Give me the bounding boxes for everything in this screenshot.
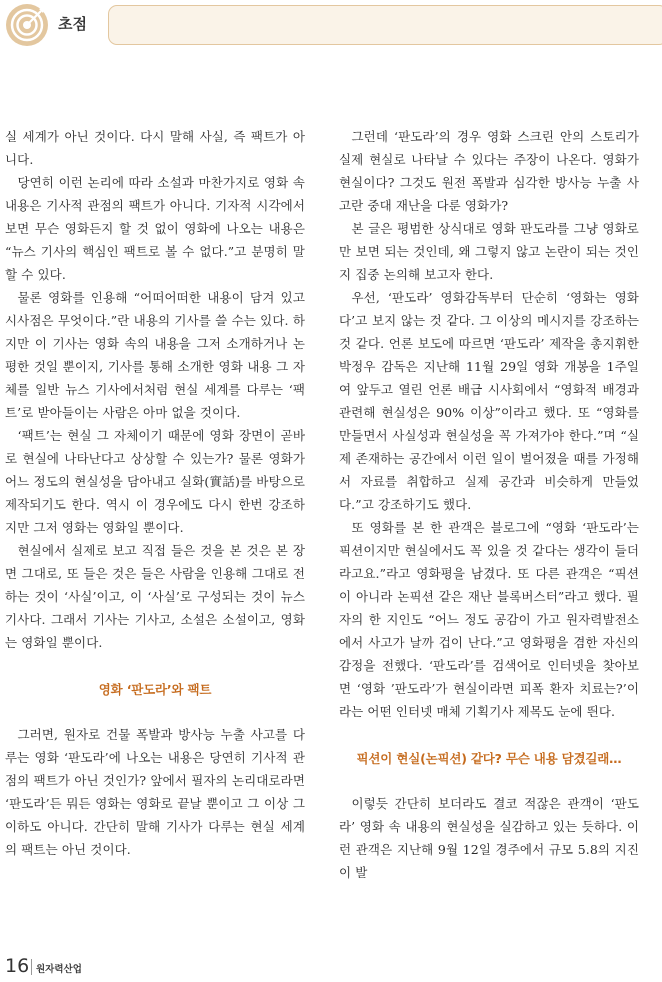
page-number: 16 [5, 955, 30, 977]
footer-divider [31, 959, 32, 975]
magazine-name: 원자력산업 [36, 964, 82, 975]
left-column [5, 125, 305, 861]
body-paragraph: ‘팩트’는 현실 그 자체이기 때문에 영화 장면이 곧바로 현실에 나타난다고 상상할 수 있는가? 물론 영화가 어느 정도의 현실성을 담아내고 실화(實話)를 바탕으로 제작되기도 한다. 역시 이 경우에도 다시 한번 강조하지만 그저 영화는 영화일 뿐이다. [5, 428, 305, 535]
body-paragraph: 현실에서 실제로 보고 직접 들은 것을 본 것은 본 장면 그대로, 또 들은 것은 들은 사람을 인용해 그대로 전하는 것이 ‘사실’이고, 이 ‘사실’로 구성되는 것이 뉴스 기사다. 그래서 기사는 기사고, 소설은 소설이고, 영화는 영화일 뿐이다. [5, 543, 305, 650]
body-paragraph: 그러면, 원자로 건물 폭발과 방사능 누출 사고를 다루는 영화 ‘판도라’에 나오는 내용은 당연히 기사적 관점의 팩트가 아닌 것인가? 앞에서 필자의 논리대로라면 ‘판도라’든 뭐든 영화는 영화로 끝날 뿐이고 그 이상 그 이하도 아니다. 간단히 말해 기사가 다루는 현실 세계의 팩트는 아닌 것이다. [5, 727, 305, 857]
body-paragraph: 우선, ‘판도라’ 영화감독부터 단순히 ‘영화는 영화다’고 보지 않는 것 같다. 그 이상의 메시지를 강조하는 것 같다. 언론 보도에 따르면 ‘판도라’ 제작을 총지휘한 박정우 감독은 지난해 11월 29일 영화 개봉을 1주일여 앞두고 열린 언론 배급 시사회에서 “영화적 배경과 관련해 현실성은 90% 이상”이라고 했다. 또 “영화를 만들면서 사실성과 현실성을 꼭 가져가야 한다.”며 “실제 존재하는 공간에서 이런 일이 벌어졌을 때를 가정해서 자료를 취합하고 실제 공간과 비슷하게 만들었다.”고 강조하기도 했다. [339, 290, 639, 512]
body-paragraph: 또 영화를 본 한 관객은 블로그에 “영화 ‘판도라’는 픽션이지만 현실에서도 꼭 있을 것 같다는 생각이 들더라고요.”라고 영화평을 남겼다. 또 다른 관객은 “픽션이 아니라 논픽션 같은 재난 블록버스터”라고 했다. 필자의 한 지인도 “어느 정도 공감이 가고 원자력발전소에서 사고가 날까 겁이 난다.”고 영화평을 겸한 자신의 감정을 전했다. ‘판도라’를 검색어로 인터넷을 찾아보면 ‘영화 ’판도라’가 현실이라면 피폭 환자 치료는?’이라는 어떤 인터넷 매체 기획기사 제목도 눈에 띈다. [339, 520, 639, 719]
section-subheading: 픽션이 현실(논픽션) 같다? 무슨 내용 담겼길래… [356, 751, 622, 766]
target-icon [6, 4, 48, 46]
header-bar [108, 5, 662, 45]
body-paragraph: 본 글은 평범한 상식대로 영화 판도라를 그냥 영화로만 보면 되는 것인데, 왜 그렇지 않고 논란이 되는 것인지 집중 논의해 보고자 한다. [339, 221, 639, 282]
page-header [0, 0, 662, 60]
body-paragraph: 당연히 이런 논리에 따라 소설과 마찬가지로 영화 속 내용은 기사적 관점의 팩트가 아니다. 기자적 시각에서 보면 무슨 영화든지 할 것 없이 영화에 나오는 내용은 “뉴스 기사의 핵심인 팩트로 볼 수 없다.”고 분명히 말할 수 있다. [5, 175, 305, 282]
right-column [339, 125, 639, 884]
body-paragraph: 이렇듯 간단히 보더라도 결코 적잖은 관객이 ‘판도라’ 영화 속 내용의 현실성을 실감하고 있는 듯하다. 이런 관객은 지난해 9월 12일 경주에서 규모 5.8의 지진이 발 [339, 796, 639, 880]
section-subheading: 영화 ‘판도라’와 팩트 [98, 682, 212, 697]
section-title: 초점 [58, 15, 87, 33]
body-paragraph: 그런데 ‘판도라’의 경우 영화 스크린 안의 스토리가 실제 현실로 나타날 수 있다는 주장이 나온다. 영화가 현실이다? 그것도 원전 폭발과 심각한 방사능 누출 사고란 중대 재난을 다룬 영화가? [339, 129, 639, 213]
body-paragraph: 물론 영화를 인용해 “어떠어떠한 내용이 담겨 있고 시사점은 무엇이다.”란 내용의 기사를 쓸 수는 있다. 하지만 이 기사는 영화 속의 내용을 그저 소개하거나 논평한 것일 뿐이지, 기사를 통해 소개한 영화 내용 그 자체를 일반 뉴스 기사에서처럼 현실 세계를 다루는 ‘팩트’로 받아들이는 사람은 아마 없을 것이다. [5, 290, 305, 420]
body-paragraph: 실 세계가 아닌 것이다. 다시 말해 사실, 즉 팩트가 아니다. [5, 129, 305, 167]
